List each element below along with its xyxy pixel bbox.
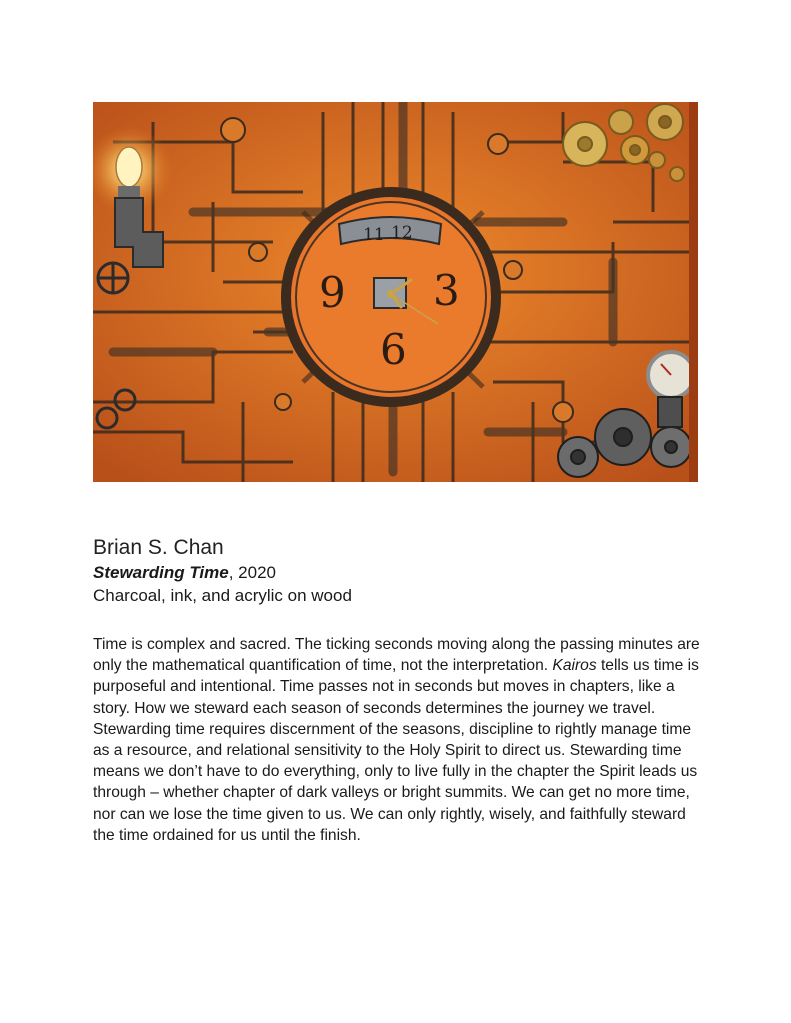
statement-kairos: Kairos <box>552 657 597 675</box>
artwork-medium: Charcoal, ink, and acrylic on wood <box>93 586 352 605</box>
statement-part-1: Time is complex and sacred. The ticking seconds moving along the passing minutes are only the mathematical quantification of time, not the interpretation. <box>93 636 700 675</box>
statement-part-2: tells us time is purposeful and intentional. Time passes not in seconds but moves in chapters, like a story. How we steward each season of seconds determines the journey we travel. Stewarding time requires discernment of the seasons, discipline to rightly manage time as a resource, and relational sensitivity to the Holy Spirit to direct us. Stewarding time means we don’t have to do everything, only to live fully in the chapter the Spirit leads us through – whether chapter of dark valleys or bright summits. We can get no more time, nor can we lose the time given to us. We can only rightly, wisely, and faithfully steward the time ordained for us until the finish. <box>93 657 699 844</box>
clock-numeral-3: 3 <box>433 266 460 315</box>
artist-name: Brian S. Chan <box>93 536 224 559</box>
artwork-image <box>93 102 698 482</box>
artist-statement <box>93 634 703 846</box>
clock-numeral-11: 11 <box>363 225 385 245</box>
clock-numeral-9: 9 <box>319 268 346 317</box>
clock-numeral-12: 12 <box>391 223 413 243</box>
clock-numeral-6: 6 <box>380 325 407 374</box>
title-line <box>93 563 276 583</box>
steampunk-clock-painting <box>93 102 698 482</box>
artwork-title: Stewarding Time <box>93 563 229 582</box>
artwork-year: , 2020 <box>228 563 276 582</box>
